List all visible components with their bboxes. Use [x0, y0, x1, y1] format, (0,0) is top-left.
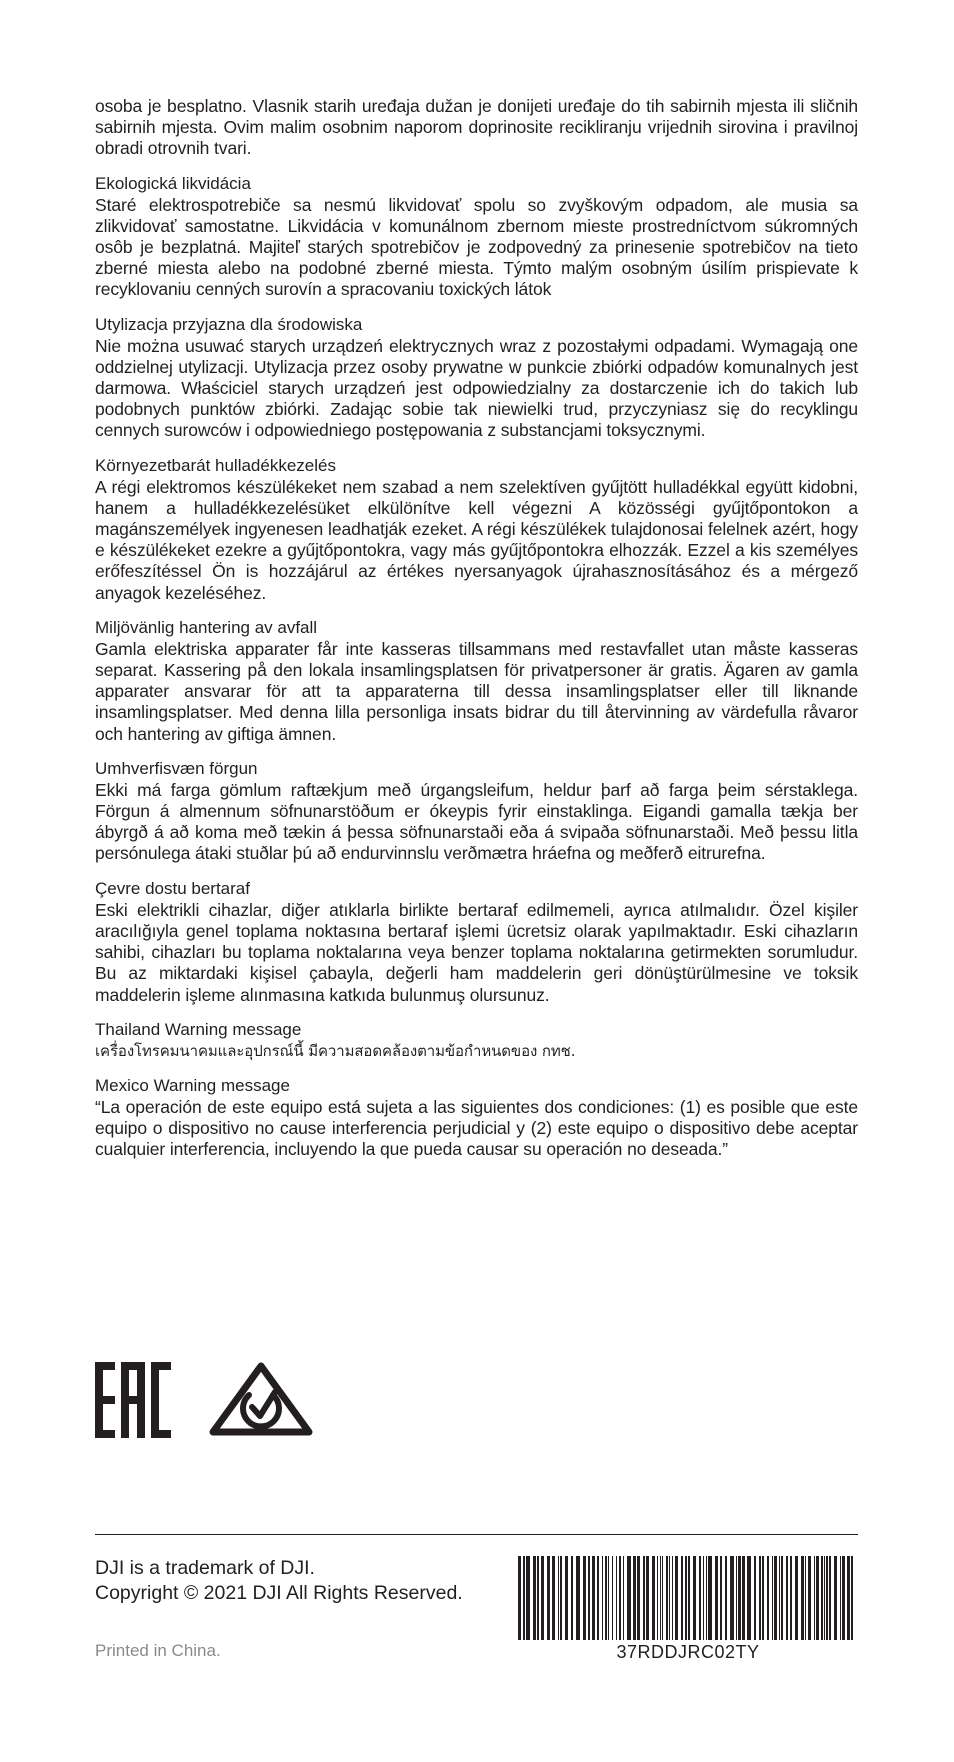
- barcode-bar: [672, 1556, 673, 1640]
- barcode-bar: [533, 1556, 536, 1640]
- barcode-bar: [699, 1556, 701, 1640]
- barcode-bar: [602, 1556, 603, 1640]
- section-title: Mexico Warning message: [95, 1075, 290, 1095]
- section-title: Umhverfisvæn förgun: [95, 758, 258, 778]
- barcode-bar: [612, 1556, 613, 1640]
- section-thailand-warning: [95, 1019, 858, 1062]
- barcode-bar: [847, 1556, 850, 1640]
- barcode-bar: [571, 1556, 573, 1640]
- barcode-bar: [605, 1556, 607, 1640]
- barcode-bar: [675, 1556, 678, 1640]
- barcode-bar: [834, 1556, 837, 1640]
- barcode-bar: [779, 1556, 780, 1640]
- section-body: osoba je besplatno. Vlasnik starih uređaja dužan je donijeti uređaje do tih sabirnih mjesta ili sličnih sabirnih mjesta. Ovim malim osobnim naporom doprinosite recikliranju vrijednih sirovina i pravilnoj obradi otrovnih tvari.: [95, 96, 858, 159]
- section-swedish: [95, 617, 858, 745]
- barcode-bar: [826, 1556, 828, 1640]
- eac-mark-icon: [95, 1362, 171, 1438]
- barcode-bar: [560, 1556, 562, 1640]
- barcode-bar: [795, 1556, 798, 1640]
- barcode-bar: [738, 1556, 741, 1640]
- barcode-bar: [558, 1556, 559, 1640]
- barcode-bar: [720, 1556, 722, 1640]
- barcode-bar: [537, 1556, 539, 1640]
- barcode-bar: [730, 1556, 734, 1640]
- section-polish: [95, 314, 858, 442]
- barcode-bar: [688, 1556, 690, 1640]
- footer-copyright: [95, 1556, 463, 1606]
- barcode-bar: [814, 1556, 815, 1640]
- barcode-bar: [552, 1556, 555, 1640]
- barcode-bar: [693, 1556, 696, 1640]
- barcode-bar: [715, 1556, 718, 1640]
- barcode-bar: [643, 1556, 645, 1640]
- barcode-bar: [666, 1556, 668, 1640]
- barcode-bar: [790, 1556, 792, 1640]
- barcode-bar: [754, 1556, 756, 1640]
- barcode-bar: [816, 1556, 819, 1640]
- barcode-bar: [736, 1556, 737, 1640]
- section-title: Thailand Warning message: [95, 1019, 302, 1039]
- barcode-bar: [565, 1556, 568, 1640]
- barcode-bar: [660, 1556, 661, 1640]
- section-body: Gamla elektriska apparater får inte kasseras tillsammans med restavfallet utan måste kasseras separat. Kassering på den lokala insamlingsplatsen för privatpersoner är gratis. Ägaren av gamla apparater ansvarar för att ta apparaterna till dessa insamlingsplatser eller till liknande insamlingsplatser. Med denna lilla personliga insats bidrar du till återvinning av värdefulla råvaror och hantering av giftiga ämnen.: [95, 638, 858, 744]
- rcm-mark-icon: [209, 1362, 313, 1438]
- barcode-bar: [842, 1556, 845, 1640]
- section-title: Ekologická likvidácia: [95, 173, 251, 193]
- barcode-bar: [786, 1556, 788, 1640]
- barcode-bar: [576, 1556, 580, 1640]
- barcode-bar: [662, 1556, 663, 1640]
- barcode-bar: [547, 1556, 550, 1640]
- barcode-bar: [637, 1556, 640, 1640]
- section-hungarian: [95, 455, 858, 604]
- section-body: Nie można usuwać starych urządzeń elektrycznych wraz z pozostałymi odpadami. Wymagają one oddzielnej utylizacji. Utylizacja przez osoby prywatne w punkcie zbiórki odpadów komunalnych jest darmowa. Właściciel starych urządzeń jest odpowiedzialny za dostarczenie ich do takich lub podobnych punktów zbiórki. Zadając sobie tak niewielki trud, przyczyniasz się do recyklingu cennych surowców i odpowiedniego postępowania z substancjami toksycznymi.: [95, 335, 858, 441]
- section-body: Ekki má farga gömlum raftækjum með úrgangsleifum, heldur þarf að farga þeim sérstaklega. Förgun á almennum söfnunarstöðum er ókeypis fyrir einstaklinga. Eigandi gamalla tækja ber ábyrgð á að koma með tækin á þessa söfnunarstaði eða á svipaða söfnunarstaði. Með þessu litla persónulega átaki stuðlar þú að endurvinnslu verðmætra hráefna og meðferð eitrurefna.: [95, 779, 858, 864]
- barcode-bar: [821, 1556, 823, 1640]
- section-turkish: [95, 878, 858, 1006]
- section-body: เครื่องโทรคมนาคมและอุปกรณ์นี้ มีความสอดคล้องตามข้อกำหนดของ กทช.: [95, 1041, 576, 1060]
- certification-marks: [95, 1360, 313, 1440]
- barcode-bar: [829, 1556, 831, 1640]
- copyright-text: Copyright © 2021 DJI All Rights Reserved.: [95, 1582, 463, 1604]
- section-title: Környezetbarát hulladékkezelés: [95, 455, 336, 475]
- section-body: Eski elektrikli cihazlar, diğer atıklarla birlikte bertaraf edilmemeli, ayrıca atılmalıdır. Özel kişiler aracılığıyla genel toplama noktasına bertaraf işlemi ücretsiz olarak yapılmaktadır. Eski cihazların sahibi, cihazları bu toplama noktalarına veya benzer toplama noktalarına getirmekten sorumludur. Bu az miktardaki kişisel çabayla, değerli ham maddelerin geri dönüştürülmesine ve toksik maddelerin işleme alınmasına katkıda bulunmuş olursunuz.: [95, 899, 858, 1005]
- barcode-bar: [840, 1556, 841, 1640]
- barcode-bar: [808, 1556, 811, 1640]
- barcode-bar: [523, 1556, 525, 1640]
- barcode-bar: [725, 1556, 727, 1640]
- barcode-bar: [762, 1556, 764, 1640]
- barcode-bar: [781, 1556, 783, 1640]
- printed-in-text: Printed in China.: [95, 1641, 221, 1660]
- section-body: A régi elektromos készülékeket nem szabad a nem szelektíven gyűjtött hulladékkal együtt kidobni, hanem a hulladékkezelésüket elkülönítve kell végezni A közösségi gyűjtőpontokon a magánszemélyek ingyenesen leadhatják ezeket. A régi készülékek tulajdonosai felelnek azért, hogy e készülékeket ezekre a gyűjtőpontokra, vagy más gyűjtőpontokra elhozzák. Ezzel a kis személyes erőfeszítéssel Ön is hozzájárul az értékes nyersanyagok újrahasznosításához és a mérgező anyagok kezeléséhez.: [95, 476, 858, 603]
- barcode-bar: [759, 1556, 761, 1640]
- section-icelandic: [95, 758, 858, 865]
- barcode-bar: [747, 1556, 751, 1640]
- section-croatian: [95, 96, 858, 160]
- barcode-bar: [619, 1556, 621, 1640]
- barcode-bar: [627, 1556, 631, 1640]
- barcode-bar: [592, 1556, 595, 1640]
- barcode-bar: [681, 1556, 683, 1640]
- document-content: [95, 96, 858, 1174]
- barcode-bar: [657, 1556, 658, 1640]
- section-title: Miljövänlig hantering av avfall: [95, 617, 318, 637]
- barcode-bar: [623, 1556, 624, 1640]
- barcode-bar: [708, 1556, 712, 1640]
- section-mexico-warning: [95, 1075, 858, 1161]
- barcode-number: 37RDDJRC02TY: [616, 1642, 760, 1662]
- footer-divider: [95, 1534, 858, 1535]
- section-body: “La operación de este equipo está sujeta a las siguientes dos condiciones: (1) es posible que este equipo o dispositivo no cause interferencia perjudicial y (2) este equipo o dispositivo debe aceptar cualquier interferencia, incluyendo la que pueda causar su operación no deseada.”: [95, 1096, 858, 1160]
- barcode-bar: [742, 1556, 745, 1640]
- barcode-bar: [669, 1556, 670, 1640]
- barcode-bar: [616, 1556, 617, 1640]
- barcode-bar: [824, 1556, 825, 1640]
- section-body: Staré elektrospotrebiče sa nesmú likvidovať spolu so zvyškovým odpadom, ale musia sa zlikvidovať samostatne. Likvidácia v komunálnom zbernom mieste prostredníctvom súkromných osôb je bezplatná. Majiteľ starých spotrebičov je zodpovedný za prinesenie spotrebičov na tieto zberné miesta alebo na podobné zberné miesta. Týmto malým osobným úsilím prispievate k recyklovaniu cenných surovín a spracovaniu toxických látok: [95, 194, 858, 300]
- barcode-bar: [652, 1556, 655, 1640]
- barcode-bar: [541, 1556, 544, 1640]
- barcode-icon: [518, 1556, 858, 1640]
- barcode-bar: [767, 1556, 769, 1640]
- barcode-bar: [805, 1556, 806, 1640]
- section-title: Utylizacja przyjazna dla środowiska: [95, 314, 363, 334]
- barcode-bar: [588, 1556, 590, 1640]
- section-slovak: [95, 173, 858, 301]
- barcode-bar: [685, 1556, 687, 1640]
- barcode-bar: [583, 1556, 586, 1640]
- barcode-bar: [706, 1556, 707, 1640]
- section-title: Çevre dostu bertaraf: [95, 878, 250, 898]
- barcode-bar: [851, 1556, 853, 1640]
- barcode-bar: [772, 1556, 773, 1640]
- barcode-bar: [518, 1556, 521, 1640]
- barcode-bar: [608, 1556, 609, 1640]
- barcode-bar: [774, 1556, 777, 1640]
- barcode-bar: [646, 1556, 649, 1640]
- barcode-bar: [801, 1556, 804, 1640]
- barcode-bar: [526, 1556, 530, 1640]
- barcode-bar: [633, 1556, 636, 1640]
- barcode-bar: [597, 1556, 599, 1640]
- barcode-bar: [703, 1556, 704, 1640]
- trademark-text: DJI is a trademark of DJI.: [95, 1557, 315, 1579]
